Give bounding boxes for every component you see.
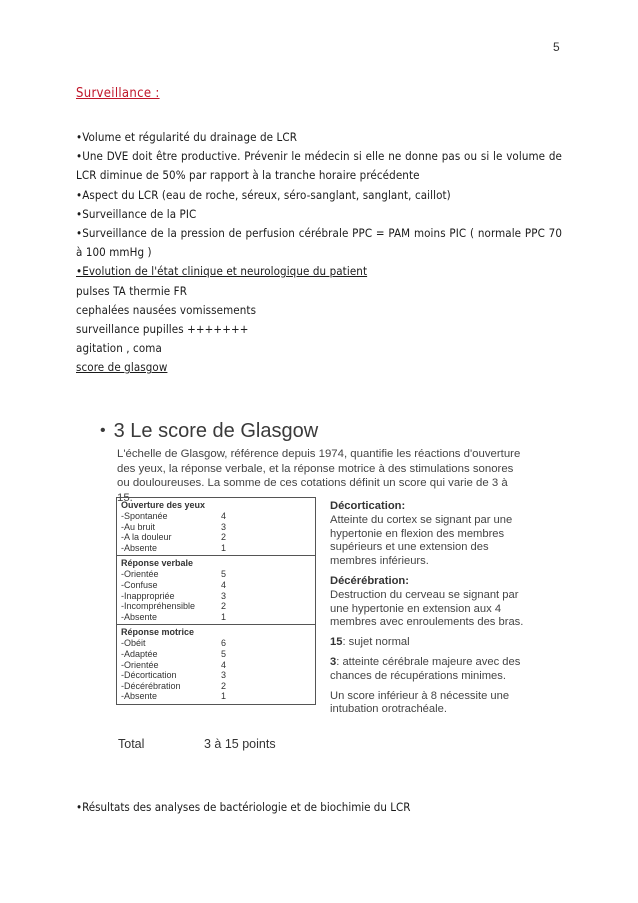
- table-row: [117, 649, 315, 660]
- table-row: [117, 691, 315, 702]
- row-label: -Inappropriée: [121, 590, 175, 601]
- glasgow-table: [116, 497, 316, 705]
- note-item: •Volume et régularité du drainage de LCR: [76, 130, 297, 144]
- table-row: [117, 543, 315, 554]
- note-item: •Surveillance de la pression de perfusion cérébrale PPC = PAM moins PIC ( normale PPC 70 à 100 mmHg ): [76, 226, 562, 260]
- row-points: 1: [221, 691, 227, 702]
- row-points: 1: [221, 542, 227, 553]
- row-points: 2: [221, 601, 227, 612]
- table-row: [117, 638, 315, 649]
- definitions-panel: [330, 500, 530, 723]
- section-title: Surveillance :: [76, 86, 160, 101]
- row-label: -Décortication: [121, 670, 177, 681]
- row-label: -Confuse: [121, 579, 158, 590]
- table-row: [117, 681, 315, 692]
- decortication-block: [330, 500, 530, 569]
- score-3-text: : atteinte cérébrale majeure avec des chances de récupérations minimes.: [330, 655, 521, 682]
- row-points: 4: [221, 511, 227, 521]
- slide-intro: L'échelle de Glasgow, référence depuis 1974, quantifie les réactions d'ouverture des yeux, la réponse verbale, et la réponse motrice à des stimulations sonores ou douloureuses. La somme de ces cotations définit un score qui varie de 3 à 15.: [117, 448, 521, 504]
- table-section-eyes: [117, 498, 315, 555]
- row-points: 5: [221, 569, 227, 580]
- row-points: 2: [221, 680, 227, 691]
- slide-title-text: 3 Le score de Glasgow: [113, 420, 319, 442]
- note-item: agitation , coma: [76, 341, 162, 356]
- decerebration-block: [330, 575, 530, 630]
- row-points: 6: [221, 638, 227, 649]
- row-label: -Au bruit: [121, 521, 156, 532]
- note-item: •Aspect du LCR (eau de roche, séreux, séro-sanglant, sanglant, caillot): [76, 187, 451, 202]
- note-item: •Surveillance de la PIC: [76, 206, 197, 221]
- table-row: [117, 612, 315, 623]
- row-points: 4: [221, 659, 227, 670]
- total-value: 3 à 15 points: [204, 737, 276, 751]
- table-row: [117, 522, 315, 533]
- decortication-title: Décortication:: [330, 500, 406, 512]
- slide-bullet: •: [100, 422, 106, 439]
- row-label: -A la douleur: [121, 532, 172, 543]
- row-label: -Absente: [121, 611, 158, 622]
- note-item: surveillance pupilles +++++++: [76, 322, 249, 337]
- row-label: -Spontanée: [121, 511, 168, 521]
- row-label: -Absente: [121, 542, 158, 553]
- notes-list: [76, 128, 562, 378]
- row-label: -Incompréhensible: [121, 601, 196, 612]
- row-points: 2: [221, 532, 227, 543]
- table-section-header: Ouverture des yeux: [121, 500, 206, 510]
- slide-title: [100, 420, 318, 443]
- score-below-8-note: Un score inférieur à 8 nécessite une intubation orotrachéale.: [330, 689, 510, 716]
- score-15-text: : sujet normal: [342, 636, 410, 649]
- row-points: 5: [221, 648, 227, 659]
- table-section-verbal: [117, 555, 315, 624]
- table-section-header: Réponse motrice: [121, 627, 195, 638]
- table-row: [117, 591, 315, 602]
- table-row: [117, 601, 315, 612]
- decerebration-text: Destruction du cerveau se signant par une hypertonie en extension aux 4 membres avec enroulements des bras.: [330, 588, 524, 629]
- row-label: -Adaptée: [121, 648, 158, 659]
- table-row: [117, 532, 315, 543]
- footer-note: •Résultats des analyses de bactériologie et de biochimie du LCR: [76, 800, 411, 814]
- decortication-text: Atteinte du cortex se signant par une hypertonie en flexion des membres supérieurs et une extension des membres inférieurs.: [330, 513, 513, 568]
- table-row: [117, 580, 315, 591]
- score-15-number: 15: [330, 636, 343, 649]
- note-item: •Une DVE doit être productive. Prévenir le médecin si elle ne donne pas ou si le volume de LCR diminue de 50% par rapport à la tranche horaire précédente: [76, 149, 562, 183]
- score-15-note: [330, 636, 530, 650]
- table-row: [117, 511, 315, 522]
- row-label: -Décérébration: [121, 680, 181, 691]
- table-section-header: Réponse verbale: [121, 558, 194, 569]
- decerebration-title: Décérébration:: [330, 574, 409, 587]
- row-points: 4: [221, 579, 227, 590]
- total-row: [118, 737, 318, 751]
- note-item-underlined: score de glasgow: [76, 360, 168, 375]
- row-points: 1: [221, 611, 227, 622]
- row-points: 3: [221, 590, 227, 601]
- score-3-number: 3: [330, 655, 337, 668]
- total-label: Total: [118, 737, 145, 751]
- table-row: [117, 660, 315, 671]
- score-3-note: [330, 656, 530, 684]
- row-label: -Obéit: [121, 638, 146, 649]
- table-section-motor: [117, 624, 315, 704]
- row-points: 3: [221, 521, 227, 532]
- row-points: 3: [221, 670, 227, 681]
- page-number: 5: [553, 40, 560, 54]
- row-label: -Orientée: [121, 569, 159, 580]
- glasgow-slide: [100, 420, 530, 760]
- note-item: pulses TA thermie FR: [76, 283, 187, 298]
- row-label: -Orientée: [121, 659, 159, 670]
- table-row: [117, 569, 315, 580]
- row-label: -Absente: [121, 691, 158, 702]
- table-row: [117, 670, 315, 681]
- note-item-underlined: •Evolution de l'état clinique et neurologique du patient: [76, 264, 368, 279]
- note-item: cephalées nausées vomissements: [76, 302, 257, 317]
